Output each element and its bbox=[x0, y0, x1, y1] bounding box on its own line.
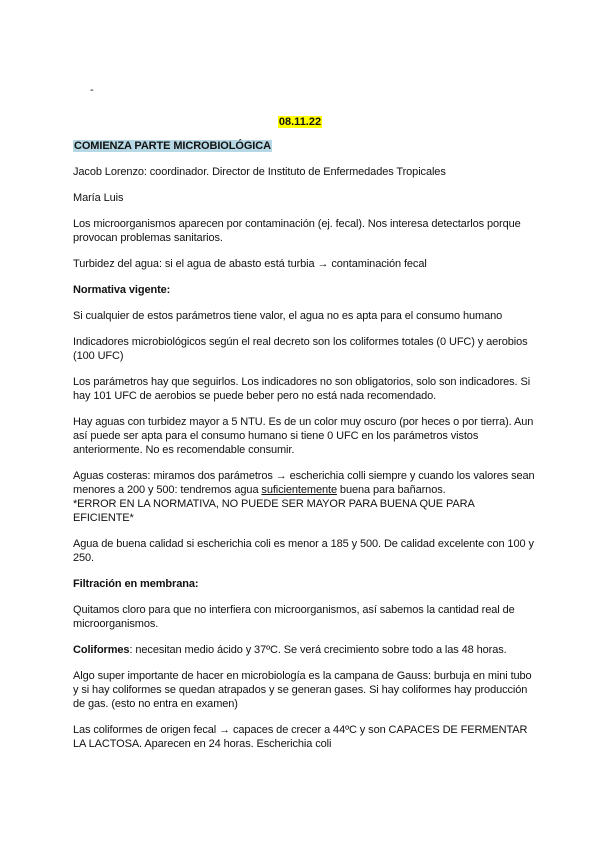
filtration-heading: Filtración en membrana: bbox=[73, 578, 199, 590]
chlorine-paragraph: Quitamos cloro para que no interfiera con microorganismos, así sabemos la cantidad real de microorganismos. bbox=[73, 604, 515, 630]
coastal-error-note: *ERROR EN LA NORMATIVA, NO PUEDE SER MAYOR PARA BUENA QUE PARA EFICIENTE* bbox=[73, 498, 475, 524]
coliforms-label: Coliformes bbox=[73, 644, 130, 656]
coliforms-text: : necesitan medio ácido y 37ºC. Se verá crecimiento sobre todo a las 48 horas. bbox=[129, 644, 507, 656]
person-line: María Luis bbox=[73, 192, 124, 204]
coliforms-paragraph bbox=[73, 643, 535, 657]
microorganisms-paragraph: Los microorganismos aparecen por contaminación (ej. fecal). Nos interesa detectarlos porque provocan problemas sanitarios. bbox=[73, 218, 521, 244]
bullet-dash: - bbox=[90, 84, 94, 96]
coastal-underlined-word: suficientemente bbox=[261, 484, 337, 496]
parameters-paragraph: Si cualquier de estos parámetros tiene valor, el agua no es apta para el consumo humano bbox=[73, 310, 503, 322]
section-title: COMIENZA PARTE MICROBIOLÓGICA bbox=[74, 140, 271, 152]
follow-parameters-paragraph: Los parámetros hay que seguirlos. Los indicadores no son obligatorios, solo son indicadores. Si hay 101 UFC de aerobios se puede beber pero no está nada recomendado. bbox=[73, 376, 531, 402]
ntu-paragraph: Hay aguas con turbidez mayor a 5 NTU. Es de un color muy oscuro (por heces o por tierra). Aun así puede ser apta para el consumo humano si tiene 0 UFC en los parámetros vistos anteriormente. No es recomendable consumir. bbox=[73, 416, 534, 456]
turbidity-paragraph: Turbidez del agua: si el agua de abasto está turbia → contaminación fecal bbox=[73, 258, 427, 270]
date-line bbox=[0, 112, 600, 130]
coastal-waters-paragraph bbox=[73, 469, 535, 525]
normativa-heading: Normativa vigente: bbox=[73, 284, 171, 296]
fecal-coliforms-paragraph: Las coliformes de origen fecal → capaces de crecer a 44ºC y son CAPACES DE FERMENTAR LA LACTOSA. Aparecen en 24 horas. Escherichia coli bbox=[73, 724, 528, 750]
coastal-text-after: buena para bañarnos. bbox=[336, 484, 446, 496]
date-highlight: 08.11.22 bbox=[278, 116, 322, 128]
section-title-line bbox=[73, 139, 535, 153]
coastal-text-before: Aguas costeras: miramos dos parámetros → escherichia colli siempre y cuando los valores sean menores a 200 y 500: tendremos agua bbox=[73, 470, 535, 496]
indicators-paragraph: Indicadores microbiológicos según el real decreto son los coliformes totales (0 UFC) y aerobios (100 UFC) bbox=[73, 336, 528, 362]
gauss-paragraph: Algo super importante de hacer en microbiología es la campana de Gauss: burbuja en mini tubo y si hay coliformes se quedan atrapados y se generan gases. Si hay coliformes hay producción de gas. (esto no entra en examen) bbox=[73, 670, 532, 710]
good-quality-paragraph: Agua de buena calidad si escherichia coli es menor a 185 y 500. De calidad excelente con 100 y 250. bbox=[73, 538, 534, 564]
coordinator-line: Jacob Lorenzo: coordinador. Director de Instituto de Enfermedades Tropicales bbox=[73, 166, 446, 178]
document-body bbox=[73, 139, 535, 763]
